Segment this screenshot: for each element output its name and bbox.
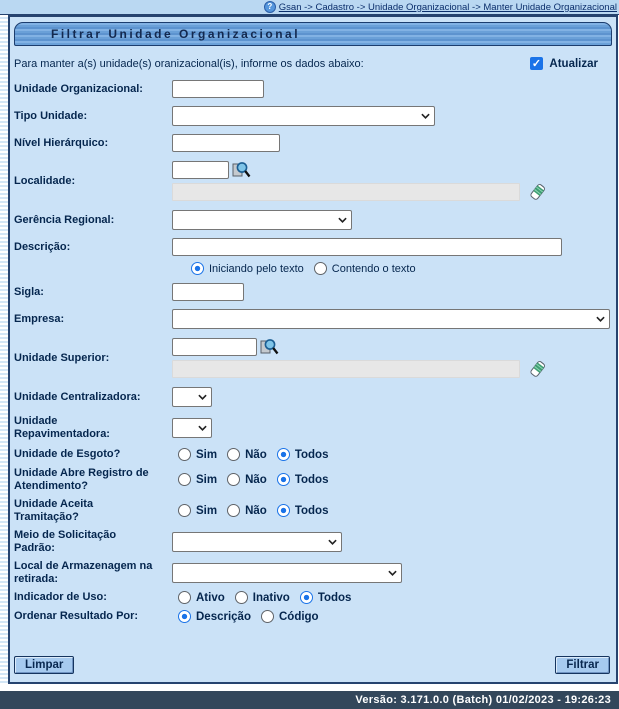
unidade-repavimentadora-label: Unidade Repavimentadora: [14, 415, 110, 440]
esgoto-sim-label: Sim [196, 448, 218, 461]
esgoto-nao-radio[interactable] [227, 448, 240, 461]
ordenar-codigo-label: Código [278, 610, 319, 623]
empresa-label: Empresa: [14, 312, 65, 325]
nivel-hierarquico-label: Nível Hierárquico: [14, 136, 109, 149]
abre-registro-sim-label: Sim [196, 473, 218, 486]
unidade-superior-label: Unidade Superior: [14, 351, 110, 364]
left-stripe-margin [0, 15, 8, 684]
aceita-tramitacao-sim-label: Sim [196, 504, 218, 517]
abre-registro-label: Unidade Abre Registro de Atendimento? [14, 467, 149, 492]
sigla-label: Sigla: [14, 285, 44, 298]
local-armazenagem-select[interactable] [172, 563, 402, 583]
localidade-label: Localidade: [14, 174, 76, 187]
page-title: Filtrar Unidade Organizacional [14, 22, 612, 46]
unidade-organizacional-input[interactable] [172, 80, 264, 98]
iniciando-pelo-texto-label: Iniciando pelo texto [209, 262, 304, 275]
chevron-down-icon [198, 394, 207, 400]
abre-registro-todos-radio[interactable] [277, 473, 290, 486]
breadcrumb-bar [0, 0, 619, 15]
unidade-repavimentadora-select[interactable] [172, 418, 212, 438]
chevron-down-icon [596, 316, 605, 322]
sigla-input[interactable] [172, 283, 244, 301]
indicador-uso-label: Indicador de Uso: [14, 591, 107, 604]
meio-solicitacao-select[interactable] [172, 532, 342, 552]
uso-inativo-label: Inativo [252, 591, 290, 604]
localidade-descricao-display [172, 183, 520, 201]
aceita-tramitacao-todos-radio[interactable] [277, 504, 290, 517]
ordenar-descricao-label: Descrição [196, 610, 251, 623]
atualizar-checkbox[interactable] [530, 57, 543, 70]
uso-ativo-label: Ativo [196, 591, 225, 604]
meio-solicitacao-label: Meio de Solicitação Padrão: [14, 529, 117, 554]
unidade-superior-erase-icon[interactable] [528, 359, 546, 379]
gerencia-regional-select[interactable] [172, 210, 352, 230]
chevron-down-icon [328, 539, 337, 545]
ordenar-descricao-radio[interactable] [178, 610, 191, 623]
abre-registro-nao-label: Não [245, 473, 267, 486]
atualizar-label: Atualizar [549, 57, 598, 70]
filtrar-button[interactable]: Filtrar [555, 656, 610, 674]
breadcrumb[interactable]: Gsan -> Cadastro -> Unidade Organizacional -> Manter Unidade Organizacional [278, 1, 617, 13]
descricao-label: Descrição: [14, 240, 71, 253]
local-armazenagem-label: Local de Armazenagem na retirada: [14, 560, 153, 585]
unidade-organizacional-label: Unidade Organizacional: [14, 82, 143, 95]
limpar-button[interactable]: Limpar [14, 656, 74, 674]
ordenar-codigo-radio[interactable] [261, 610, 274, 623]
abre-registro-sim-radio[interactable] [178, 473, 191, 486]
main-area [0, 15, 619, 684]
unidade-esgoto-label: Unidade de Esgoto? [14, 448, 121, 461]
unidade-centralizadora-label: Unidade Centralizadora: [14, 390, 141, 403]
uso-ativo-radio[interactable] [178, 591, 191, 604]
chevron-down-icon [388, 570, 397, 576]
localidade-erase-icon[interactable] [528, 182, 546, 202]
tipo-unidade-select[interactable] [172, 106, 435, 126]
contendo-o-texto-radio[interactable] [314, 262, 327, 275]
intro-row [14, 57, 610, 70]
abre-registro-todos-label: Todos [294, 473, 329, 486]
localidade-search-icon[interactable] [231, 160, 251, 180]
version-text: Versão: 3.171.0.0 (Batch) 01/02/2023 - 19:26:23 [355, 694, 611, 706]
unidade-superior-code-input[interactable] [172, 338, 257, 356]
ordenar-resultado-label: Ordenar Resultado Por: [14, 610, 139, 623]
esgoto-sim-radio[interactable] [178, 448, 191, 461]
unidade-centralizadora-select[interactable] [172, 387, 212, 407]
descricao-input[interactable] [172, 238, 562, 256]
iniciando-pelo-texto-radio[interactable] [191, 262, 204, 275]
version-bar [0, 691, 619, 709]
abre-registro-nao-radio[interactable] [227, 473, 240, 486]
aceita-tramitacao-nao-label: Não [245, 504, 267, 517]
chevron-down-icon [198, 425, 207, 431]
uso-todos-label: Todos [317, 591, 352, 604]
help-icon[interactable]: ? [264, 1, 276, 13]
filter-form-panel [8, 15, 618, 684]
contendo-o-texto-label: Contendo o texto [331, 262, 416, 275]
chevron-down-icon [338, 217, 347, 223]
unidade-superior-search-icon[interactable] [259, 337, 279, 357]
footer-gap [0, 684, 619, 691]
unidade-superior-descricao-display [172, 360, 520, 378]
tipo-unidade-label: Tipo Unidade: [14, 109, 88, 122]
aceita-tramitacao-label: Unidade Aceita Tramitação? [14, 498, 94, 523]
esgoto-todos-radio[interactable] [277, 448, 290, 461]
esgoto-todos-label: Todos [294, 448, 329, 461]
aceita-tramitacao-nao-radio[interactable] [227, 504, 240, 517]
localidade-code-input[interactable] [172, 161, 229, 179]
aceita-tramitacao-sim-radio[interactable] [178, 504, 191, 517]
intro-text: Para manter a(s) unidade(s) oranizacional(is), informe os dados abaixo: [14, 57, 364, 70]
gerencia-regional-label: Gerência Regional: [14, 213, 115, 226]
empresa-select[interactable] [172, 309, 610, 329]
nivel-hierarquico-input[interactable] [172, 134, 280, 152]
esgoto-nao-label: Não [245, 448, 267, 461]
chevron-down-icon [421, 113, 430, 119]
uso-inativo-radio[interactable] [235, 591, 248, 604]
uso-todos-radio[interactable] [300, 591, 313, 604]
aceita-tramitacao-todos-label: Todos [294, 504, 329, 517]
